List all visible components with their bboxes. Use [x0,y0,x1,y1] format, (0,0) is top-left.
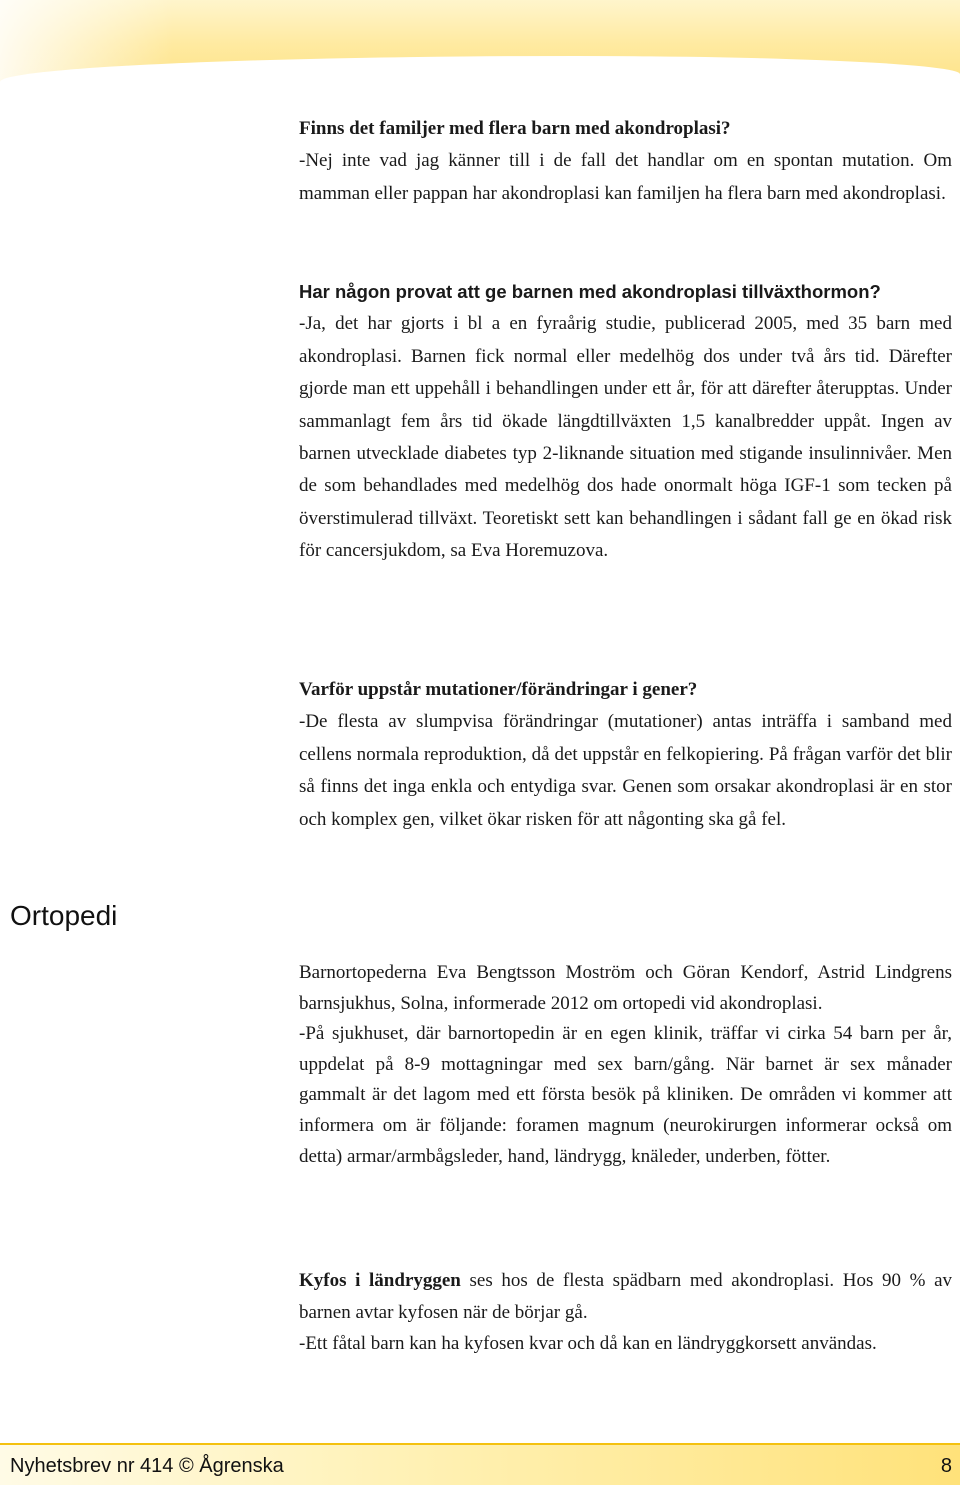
section-title: Ortopedi [10,900,118,931]
ortopedi-body [299,958,952,1172]
qa-block-1 [299,113,952,210]
kyfos-block [299,1265,952,1360]
kyfos-text: ses hos de flesta spädbarn med akondroplasi. Hos 90 % av barnen avtar kyfosen när de börjar gå. [299,1270,952,1323]
kyfos-paragraph [299,1265,952,1328]
top-banner [0,0,960,82]
page-number: 8 [940,1455,952,1477]
qa-block-2 [299,276,952,568]
section-intro: Barnortopederna Eva Bengtsson Moström och Göran Kendorf, Astrid Lindgrens barnsjukhus, Solna, informerade 2012 om ortopedi vid akondroplasi. [299,962,952,1014]
answer-text: -Ja, det har gjorts i bl a en fyraårig studie, publicerad 2005, med 35 barn med akondroplasi. Barnen fick normal eller medelhög dos under två års tid. Därefter gjorde man ett uppehåll i behandlingen under ett år, för att därefter återupptas. Under sammanlagt fem års tid ökade längdtillväxten 1,5 kanalbredder uppåt. Ingen av barnen utvecklade diabetes typ 2-liknande situation med stigande insulinnivåer. Men de som behandlades med medelhög dos hade onormalt höga IGF-1 som tecken på överstimulerad tillväxt. Teoretiskt sett kan behandlingen i sådant fall ge en ökad risk för cancersjukdom, sa Eva Horemuzova. [299,313,952,562]
footer-text: Nyhetsbrev nr 414 © Ågrenska [10,1455,284,1477]
question-heading: Har någon provat att ge barnen med akondroplasi tillväxthormon? [299,281,881,302]
question-heading: Varför uppstår mutationer/förändringar i gener? [299,679,698,700]
qa-block-3 [299,674,952,836]
kyfos-followup: -Ett fåtal barn kan ha kyfosen kvar och då kan en ländryggkorsett användas. [299,1333,877,1354]
page-footer [0,1443,960,1485]
section-paragraph: -På sjukhuset, där barnortopedin är en egen klinik, träffar vi cirka 54 barn per år, uppdelat på 8-9 mottagningar med sex barn/gång. När barnet är sex månader gammalt är det lagom med ett första besök på kliniken. De områden vi kommer att informera om är följande: foramen magnum (neurokirurgen informerar också om detta) armar/armbågsleder, hand, ländrygg, knäleder, underben, fötter. [299,1023,952,1167]
answer-text: -Nej inte vad jag känner till i de fall det handlar om en spontan mutation. Om mamman eller pappan har akondroplasi kan familjen ha flera barn med akondroplasi. [299,150,952,204]
question-heading: Finns det familjer med flera barn med akondroplasi? [299,118,731,139]
kyfos-lead: Kyfos i ländryggen [299,1270,461,1291]
answer-text: -De flesta av slumpvisa förändringar (mutationer) antas inträffa i samband med cellens normala reproduktion, då det uppstår en felkopiering. På frågan varför det blir så finns det inga enkla och entydiga svar. Genen som orsakar akondroplasi är en stor och komplex gen, vilket ökar risken för att någonting ska gå fel. [299,711,952,830]
